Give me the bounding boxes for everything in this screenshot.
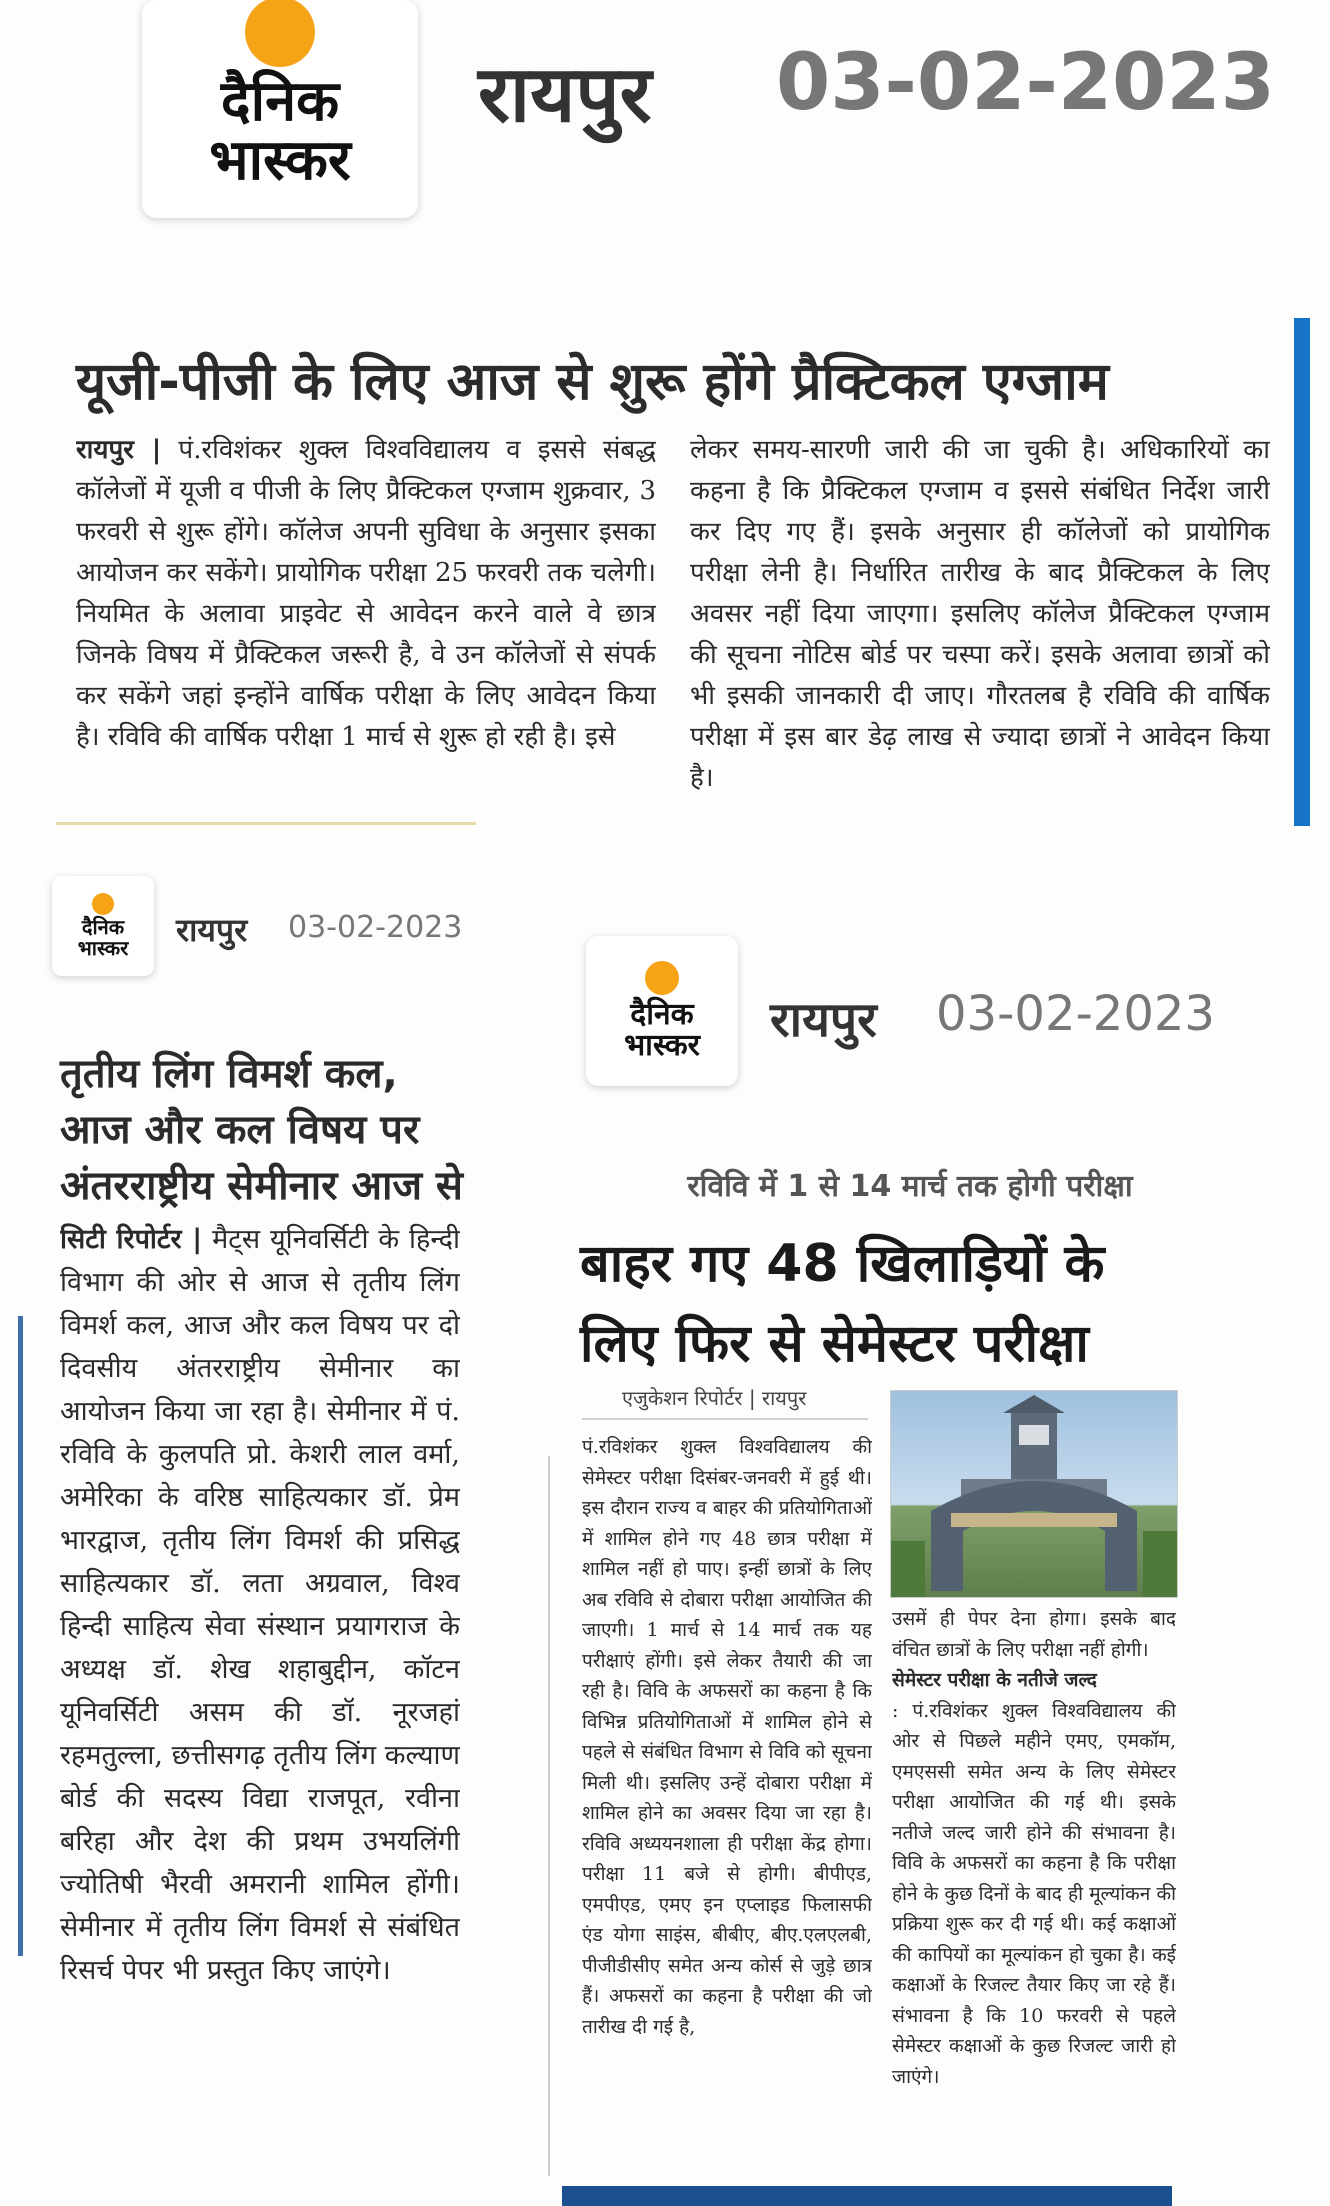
- left-margin-rule: [18, 1316, 23, 1956]
- left-headline-line3: अंतरराष्ट्रीय सेमीनार आज से: [60, 1163, 463, 1209]
- right-logo: [586, 936, 738, 1086]
- right-date: 03-02-2023: [936, 986, 1215, 1042]
- logo-line2: भास्कर: [624, 1028, 700, 1063]
- top-bottom-rule: [56, 822, 476, 825]
- top-date: 03-02-2023: [776, 38, 1275, 128]
- left-headline-line1: तृतीय लिंग विमर्श कल,: [60, 1051, 398, 1097]
- right-headline-line2: लिए फिर से सेमेस्टर परीक्षा: [580, 1314, 1089, 1374]
- right-headline: [580, 1224, 1220, 1384]
- right-kicker: रविवि में 1 से 14 मार्च तक होगी परीक्षा: [687, 1169, 1133, 1204]
- top-headline: यूजी-पीजी के लिए आज से शुरू होंगे प्रैक्टिकल एग्जाम: [76, 352, 1109, 412]
- logo-sun-icon: [92, 893, 114, 915]
- logo-sun-icon: [245, 0, 315, 67]
- right-subhead: सेमेस्टर परीक्षा के नतीजे जल्द: [892, 1669, 1097, 1691]
- top-city: रायपुर: [478, 50, 652, 140]
- top-logo: [142, 0, 418, 218]
- logo-line1: दैनिक: [81, 915, 125, 939]
- right-byline: एजुकेशन रिपोर्टर | रायपुर: [622, 1386, 807, 1410]
- left-byline: सिटी रिपोर्टर |: [60, 1224, 203, 1255]
- right-column-2: [892, 1604, 1176, 2174]
- top-col1-text: पं.रविशंकर शुक्ल विश्वविद्यालय व इससे संबद्ध कॉलेजों में यूजी व पीजी के लिए प्रैक्टिकल एग्जाम शुक्रवार, 3 फरवरी से शुरू होंगे। कॉलेज अपनी सुविधा के अनुसार इसका आयोजन कर सकेंगे। प्रायोगिक परीक्षा 25 फरवरी तक चलेगी। नियमित के अलावा प्राइवेट से आवेदन करने वाले वे छात्र जिनके विषय में प्रैक्टिकल जरूरी है, वे उन कॉलेजों से संपर्क कर सकेंगे जहां इन्होंने वार्षिक परीक्षा के लिए आवेदन किया है। रविवि की वार्षिक परीक्षा 1 मार्च से शुरू हो रही है। इसे: [76, 435, 656, 752]
- top-column-2: [690, 430, 1270, 800]
- right-headline-line1: बाहर गए 48 खिलाड़ियों के: [580, 1234, 1105, 1294]
- logo-line1: दैनिक: [220, 69, 340, 135]
- right-col2-top: उसमें ही पेपर देना होगा। इसके बाद वंचित छात्रों के लिए परीक्षा नहीं होगी।: [892, 1608, 1176, 1661]
- university-tower-photo: [890, 1390, 1178, 1598]
- right-col1-text: पं.रविशंकर शुक्ल विश्वविद्यालय की सेमेस्टर परीक्षा दिसंबर-जनवरी में हुई थी। इस दौरान राज्य व बाहर की प्रतियोगिताओं में शामिल होने गए 48 छात्र परीक्षा में शामिल नहीं हो पाए। इन्हीं छात्रों के लिए अब रविवि से दोबारा परीक्षा आयोजित की जाएगी। 1 मार्च से 14 मार्च तक यह परीक्षाएं होंगी। इसे लेकर तैयारी की जा रही है। विवि के अफसरों का कहना है कि विभिन्न प्रतियोगिताओं में शामिल होने से पहले से संबंधित विभाग से विवि को सूचना मिली थी। इसलिए उन्हें दोबारा परीक्षा में शामिल होने का अवसर दिया जा रहा है। रविवि अध्ययनशाला ही परीक्षा केंद्र होगा। परीक्षा 11 बजे से होगी। बीपीएड, एमपीएड, एमए इन एप्लाइड फिलासफी एंड योगा साइंस, बीबीए, बीए.एलएलबी, पीजीडीसीए समेत अन्य कोर्स से जुड़े छात्र हैं। अफसरों का कहना है परीक्षा की जो तारीख दी गई है,: [582, 1436, 872, 2038]
- left-body: [60, 1218, 460, 2118]
- logo-sun-icon: [645, 961, 679, 995]
- left-headline-line2: आज और कल विषय पर: [60, 1107, 420, 1153]
- tower-photo-graphic: [891, 1391, 1177, 1597]
- right-left-margin-rule: [548, 1456, 550, 2176]
- right-bottom-accent-bar: [562, 2186, 1172, 2206]
- top-accent-bar: [1294, 318, 1310, 826]
- logo-line2: भास्कर: [209, 128, 351, 193]
- right-city: रायपुर: [770, 992, 877, 1048]
- right-column-1: [582, 1432, 872, 2172]
- logo-line2: भास्कर: [77, 936, 129, 960]
- left-city: रायपुर: [176, 911, 248, 949]
- right-col2-rest: : पं.रविशंकर शुक्ल विश्वविद्यालय की ओर से पिछले महीने एमए, एमकॉम, एमएससी समेत अन्य के लिए सेमेस्टर परीक्षा आयोजित की गई थी। इसके नतीजे जल्द जारी होने की संभावना है। विवि के अफसरों का कहना है कि परीक्षा होने के कुछ दिनों के बाद ही मूल्यांकन की प्रक्रिया शुरू कर दी गई थी। कई कक्षाओं की कापियों का मूल्यांकन हो चुका है। कई कक्षाओं के रिजल्ट तैयार किए जा रहे हैं। संभावना है कि 10 फरवरी से पहले सेमेस्टर कक्षाओं के कुछ रिजल्ट जारी हो जाएंगे।: [892, 1699, 1176, 2088]
- top-column-1: [76, 430, 656, 800]
- left-headline: [60, 1046, 520, 1214]
- right-byline-rule: [582, 1418, 868, 1420]
- top-dateline: रायपुर |: [76, 435, 162, 465]
- top-col2-text: लेकर समय-सारणी जारी की जा चुकी है। अधिकारियों का कहना है कि प्रैक्टिकल एग्जाम व इससे संबंधित निर्देश जारी कर दिए गए हैं। इसके अनुसार ही कॉलेजों को प्रायोगिक परीक्षा लेनी है। निर्धारित तारीख के बाद प्रैक्टिकल के लिए अवसर नहीं दिया जाएगा। इसलिए कॉलेज प्रैक्टिकल एग्जाम की सूचना नोटिस बोर्ड पर चस्पा करें। इसके अलावा छात्रों को भी इसकी जानकारी दी जाए। गौरतलब है रविवि की वार्षिक परीक्षा में इस बार डेढ़ लाख से ज्यादा छात्रों ने आवेदन किया है।: [690, 435, 1270, 793]
- left-logo: [52, 876, 154, 976]
- left-date: 03-02-2023: [288, 910, 463, 945]
- left-body-text: मैट्स यूनिवर्सिटी के हिन्दी विभाग की ओर से आज से तृतीय लिंग विमर्श कल, आज और कल विषय पर दो दिवसीय अंतरराष्ट्रीय सेमीनार का आयोजन किया जा रहा है। सेमीनार में पं. रविवि के कुलपति प्रो. केशरी लाल वर्मा, अमेरिका के वरिष्ठ साहित्यकार डॉ. प्रेम भारद्वाज, तृतीय लिंग विमर्श की प्रसिद्ध साहित्यकार डॉ. लता अग्रवाल, विश्व हिन्दी साहित्य सेवा संस्थान प्रयागराज के अध्यक्ष डॉ. शेख शहाबुद्दीन, कॉटन यूनिवर्सिटी असम की डॉ. नूरजहां रहमतुल्ला, छत्तीसगढ़ तृतीय लिंग कल्याण बोर्ड की सदस्य विद्या राजपूत, रवीना बरिहा और देश की प्रथम उभयलिंगी ज्योतिषी भैरवी अमरानी शामिल होंगी। सेमीनार में तृतीय लिंग विमर्श से संबंधित रिसर्च पेपर भी प्रस्तुत किए जाएंगे।: [60, 1224, 460, 1986]
- logo-line1: दैनिक: [630, 996, 694, 1032]
